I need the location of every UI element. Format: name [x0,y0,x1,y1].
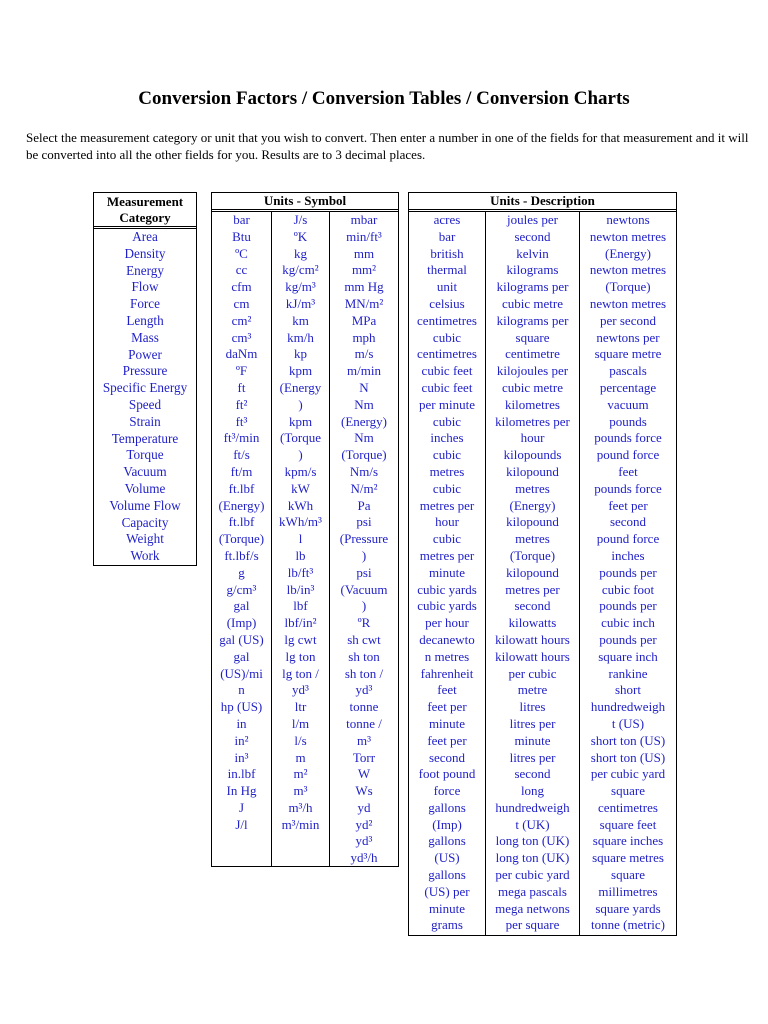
unit-description-link[interactable]: long [520,783,545,799]
unit-symbol-link[interactable]: tonne [349,699,379,715]
unit-symbol-link[interactable]: yd³ [292,682,309,698]
unit-description-link[interactable]: british [430,245,464,261]
unit-symbol-link[interactable]: in³ [234,749,249,765]
category-link[interactable]: Vacuum [123,464,167,480]
unit-symbol-link[interactable]: ft³/min [223,430,260,446]
unit-symbol-link[interactable]: tonne / [346,715,382,731]
unit-description-link[interactable]: litres per [509,715,556,731]
category-link[interactable]: Specific Energy [102,380,188,396]
unit-symbol-link[interactable]: In Hg [226,783,257,799]
unit-symbol-link[interactable]: gal [233,598,250,614]
unit-description-link[interactable]: square inches [592,833,664,849]
unit-symbol-link[interactable]: W [357,766,371,782]
unit-symbol-link[interactable]: min/ft³ [346,228,382,244]
unit-symbol-link[interactable]: (Energy) [218,497,265,513]
unit-symbol-link[interactable]: Btu [232,228,251,244]
unit-symbol-link[interactable]: g [238,564,245,580]
unit-symbol-link[interactable]: m³/min [281,816,320,832]
unit-description-link[interactable]: square [515,329,550,345]
unit-symbol-link[interactable]: in [236,715,247,731]
unit-symbol-link[interactable]: (Vacuum [340,581,388,597]
unit-symbol-link[interactable]: m³/h [288,799,313,815]
unit-symbol-link[interactable]: ft [237,379,246,395]
unit-symbol-link[interactable]: l/s [294,732,307,748]
unit-symbol-link[interactable]: ft.lbf [228,514,255,530]
category-link[interactable]: Area [132,229,158,244]
unit-description-link[interactable]: foot pound [418,766,476,782]
category-link[interactable]: Density [124,245,166,261]
unit-symbol-link[interactable]: ft/s [233,447,250,463]
description-column-3 [580,212,676,935]
unit-description-link[interactable]: feet [618,463,638,479]
category-link[interactable]: Power [128,346,162,362]
unit-symbol-link[interactable]: cm² [231,312,252,328]
unit-description-link[interactable]: pounds force [594,480,662,496]
unit-description-link[interactable]: cubic metre [502,379,563,395]
unit-symbol-link[interactable]: ft³ [235,413,248,429]
category-link[interactable]: Strain [129,413,161,429]
unit-symbol-link[interactable]: Ws [355,783,373,799]
unit-symbol-link[interactable]: kpm/s [284,463,317,479]
unit-description-link[interactable]: litres [519,699,546,715]
unit-symbol-link[interactable]: Nm [354,396,374,412]
unit-description-link[interactable]: metres [515,480,550,496]
unit-description-link[interactable]: gallons [428,833,466,849]
unit-symbol-link[interactable]: m/min [347,363,381,379]
unit-description-link[interactable]: centimetres [598,799,658,815]
unit-symbol-link[interactable]: n [238,682,245,698]
category-link[interactable]: Flow [131,279,159,295]
unit-description-link[interactable]: feet [437,682,457,698]
unit-description-link[interactable]: cubic inch [601,615,655,631]
unit-description-link[interactable]: millimetres [598,883,658,899]
unit-symbol-link[interactable]: (Energy) [341,413,387,429]
unit-description-link[interactable]: per square [505,917,560,933]
description-column-1 [409,212,486,935]
unit-symbol-link[interactable]: yd³/h [350,850,378,866]
unit-symbol-link[interactable]: (Torque) [218,531,265,547]
unit-symbol-link[interactable]: Pa [357,497,371,513]
unit-description-link[interactable]: long ton (UK) [495,850,570,866]
unit-description-link[interactable]: per cubic yard [495,867,570,883]
unit-symbol-link[interactable]: kg/cm² [282,262,319,278]
unit-description-link[interactable]: metres [429,463,465,479]
unit-symbol-link[interactable]: km/h [287,329,314,345]
unit-symbol-link[interactable]: yd³ [355,682,373,698]
unit-description-link[interactable]: kilowatt hours [495,631,570,647]
unit-description-link[interactable]: newtons [606,212,650,227]
unit-description-link[interactable]: square inch [598,648,658,664]
unit-symbol-link[interactable]: hp (US) [220,699,263,715]
unit-description-link[interactable]: newton metres [589,262,667,278]
unit-symbol-link[interactable]: (Pressure [339,531,389,547]
category-link[interactable]: Speed [128,396,162,412]
unit-symbol-link[interactable]: km [292,312,309,328]
unit-symbol-link[interactable]: ) [361,547,367,563]
unit-symbol-link[interactable]: g/cm³ [226,581,257,597]
unit-symbol-link[interactable]: lb [295,547,306,563]
description-column-2 [486,212,580,935]
unit-description-link[interactable]: (Torque) [605,279,651,295]
unit-description-link[interactable]: gallons [428,867,466,883]
unit-description-link[interactable]: short ton (US) [590,732,666,748]
unit-description-link[interactable]: kilometres per [495,413,570,429]
unit-description-link[interactable]: feet per [427,732,467,748]
unit-description-link[interactable]: t (UK) [515,816,550,832]
unit-description-link[interactable]: hour [520,430,545,446]
category-link[interactable]: Capacity [121,514,169,530]
unit-description-link[interactable]: (Energy) [509,497,556,513]
unit-description-link[interactable]: pounds [609,413,647,429]
unit-symbol-link[interactable]: yd² [355,816,373,832]
unit-description-link[interactable]: litres per [509,749,556,765]
unit-symbol-link[interactable]: cc [235,262,248,278]
unit-description-link[interactable]: (US) [434,850,460,866]
measurement-category-panel [93,192,197,566]
unit-symbol-link[interactable]: kg [294,245,307,261]
page-title: Conversion Factors / Conversion Tables / Conversion Charts [138,88,630,109]
unit-description-link[interactable]: second [514,598,551,614]
unit-symbol-link[interactable]: J/l [235,816,248,832]
unit-symbol-link[interactable]: sh cwt [347,631,381,647]
symbol-column-2 [272,212,330,866]
unit-description-link[interactable]: kilopound [506,514,559,530]
unit-description-link[interactable]: hour [435,514,459,530]
unit-symbol-link[interactable]: lb/in³ [286,581,315,597]
unit-description-link[interactable]: square metres [592,850,664,866]
unit-symbol-link[interactable]: (Torque) [341,447,387,463]
unit-symbol-link[interactable]: N [359,379,369,395]
unit-description-link[interactable]: square metre [594,346,662,362]
measurement-category-header: Measurement Category [94,193,196,229]
unit-symbol-link[interactable]: mm [353,245,375,261]
unit-description-link[interactable]: cubic yards [417,581,477,597]
unit-description-link[interactable]: kilometres [505,396,560,412]
unit-description-link[interactable]: rankine [608,665,648,681]
unit-description-link[interactable]: second [609,514,647,530]
unit-description-link[interactable]: (US) per [424,883,470,899]
unit-description-link[interactable]: inches [430,430,464,446]
unit-description-link[interactable]: thermal [427,262,467,278]
unit-symbol-link[interactable]: J [238,799,245,815]
unit-description-link[interactable]: hundredweigh [495,799,570,815]
unit-description-link[interactable]: second [514,766,551,782]
unit-description-link[interactable]: cubic [432,413,462,429]
unit-description-link[interactable]: (Torque) [509,547,556,563]
unit-symbol-link[interactable]: yd³ [355,833,373,849]
unit-symbol-link[interactable]: kg/m³ [285,279,316,295]
unit-symbol-link[interactable]: MPa [351,312,377,328]
unit-description-link[interactable]: gallons [428,799,466,815]
unit-symbol-link[interactable]: cfm [231,279,252,295]
unit-description-link[interactable]: pounds per [599,631,657,647]
unit-symbol-link[interactable]: ºK [293,228,308,244]
unit-symbol-link[interactable]: kp [294,346,307,362]
unit-description-link[interactable]: cubic feet [421,363,473,379]
unit-description-link[interactable]: centimetres [417,346,477,362]
unit-symbol-link[interactable]: sh ton [348,648,380,664]
unit-description-link[interactable]: inches [611,547,645,563]
unit-symbol-link[interactable]: lb/ft³ [287,564,314,580]
unit-symbol-link[interactable]: kJ/m³ [285,295,316,311]
unit-description-link[interactable]: metres per [419,547,475,563]
unit-description-link[interactable]: newtons per [596,329,660,345]
unit-symbol-link[interactable]: m [295,749,306,765]
category-link[interactable]: Temperature [111,430,179,446]
unit-description-link[interactable]: kilopound [506,463,559,479]
unit-symbol-link[interactable]: psi [356,564,372,580]
unit-symbol-link[interactable]: in² [234,732,249,748]
unit-description-link[interactable]: square yards [595,900,661,916]
unit-symbol-link[interactable]: m³ [356,732,371,748]
unit-description-link[interactable]: cubic yards [417,598,477,614]
unit-symbol-link[interactable]: kWh/m³ [279,514,322,530]
unit-symbol-link[interactable]: lbf [293,598,308,614]
measurement-category-list [94,229,196,565]
unit-description-link[interactable]: feet per [427,699,467,715]
unit-symbol-link[interactable]: lg ton [285,648,316,664]
unit-description-link[interactable]: kilojoules per [496,363,569,379]
unit-description-link[interactable]: long ton (UK) [495,833,570,849]
unit-description-link[interactable]: cubic foot [601,581,655,597]
unit-symbol-link[interactable]: m³ [293,783,308,799]
unit-description-link[interactable]: kilowatts [508,615,557,631]
intro-text: Select the measurement category or unit that you wish to convert. Then enter a number in one of the fields for that measurement and it will be converted into all the other fields for you. Results are to 3 decimal places. [26,130,749,162]
unit-description-link[interactable]: kilograms [506,262,559,278]
category-link[interactable]: Mass [131,329,159,345]
unit-symbol-link[interactable]: kW [291,480,310,496]
unit-symbol-link[interactable]: kpm [288,363,313,379]
unit-description-link[interactable]: kilograms per [496,312,569,328]
unit-description-link[interactable]: feet per [608,497,648,513]
unit-description-link[interactable]: cubic metre [502,295,563,311]
category-link[interactable]: Torque [126,447,164,463]
symbol-column-3 [330,212,398,866]
unit-description-link[interactable]: decanewto [419,631,475,647]
unit-symbol-link[interactable]: ) [298,396,303,412]
unit-symbol-link[interactable]: ºC [235,245,248,261]
unit-description-link[interactable]: pounds per [599,598,657,614]
unit-symbol-link[interactable]: lg ton / [282,665,319,681]
unit-symbol-link[interactable]: psi [356,514,372,530]
unit-symbol-link[interactable]: ) [298,447,303,463]
unit-symbol-link[interactable]: ) [361,598,367,614]
unit-symbol-link[interactable]: ft² [235,396,248,412]
unit-symbol-link[interactable]: m/s [354,346,374,362]
unit-symbol-link[interactable]: mph [352,329,376,345]
unit-description-link[interactable]: metre [517,682,548,698]
unit-description-link[interactable]: short ton (US) [590,749,666,765]
unit-symbol-link[interactable]: J/s [293,212,308,227]
unit-symbol-link[interactable]: mm Hg [344,279,384,295]
category-link[interactable]: Energy [126,262,164,278]
unit-description-link[interactable]: force [433,783,461,799]
unit-description-link[interactable]: per hour [425,615,469,631]
category-link[interactable]: Volume [124,480,166,496]
unit-symbol-link[interactable]: Nm/s [349,463,379,479]
unit-description-link[interactable]: (Energy) [605,245,651,261]
units-description-panel [408,192,677,936]
unit-description-link[interactable]: metres [515,531,550,547]
unit-description-link[interactable]: cubic [432,480,462,496]
unit-symbol-link[interactable]: ºR [357,615,371,631]
unit-description-link[interactable]: t (US) [611,715,645,731]
category-link[interactable]: Volume Flow [109,497,181,513]
category-link[interactable]: Work [130,548,160,564]
unit-symbol-link[interactable]: mm² [351,262,377,278]
unit-symbol-link[interactable]: ºF [235,363,248,379]
symbol-column-1 [212,212,272,866]
unit-symbol-link[interactable]: ft/m [230,463,253,479]
unit-symbol-link[interactable]: bar [233,212,250,227]
unit-description-link[interactable]: centimetre [505,346,560,362]
unit-description-link[interactable]: square feet [599,816,657,832]
unit-description-link[interactable]: pound force [596,531,660,547]
unit-symbol-link[interactable]: ltr [294,699,307,715]
unit-description-link[interactable]: vacuum [607,396,649,412]
unit-symbol-link[interactable]: yd [357,799,371,815]
unit-description-link[interactable]: per minute [419,396,475,412]
category-link[interactable]: Length [126,312,164,328]
unit-description-link[interactable]: unit [436,279,458,295]
unit-symbol-link[interactable]: l [298,531,303,547]
unit-symbol-link[interactable]: lbf/in² [284,615,317,631]
unit-description-link[interactable]: cubic feet [421,379,473,395]
unit-symbol-link[interactable]: (Imp) [226,615,257,631]
unit-symbol-link[interactable]: Nm [354,430,374,446]
unit-symbol-link[interactable]: mbar [350,212,378,227]
unit-description-link[interactable]: mega pascals [498,883,567,899]
unit-description-link[interactable]: acres [433,212,461,227]
unit-description-link[interactable]: per cubic [508,665,557,681]
unit-description-link[interactable]: minute [428,715,466,731]
unit-description-link[interactable]: minute [428,900,466,916]
unit-symbol-link[interactable]: Torr [352,749,376,765]
unit-description-link[interactable]: kilopounds [503,447,562,463]
unit-symbol-link[interactable]: (Torque [280,430,321,446]
unit-description-link[interactable]: square [611,783,645,799]
unit-symbol-link[interactable]: (US)/mi [220,665,263,681]
unit-description-link[interactable]: per cubic yard [590,766,666,782]
unit-description-link[interactable]: mega netwons [495,900,570,916]
unit-description-link[interactable]: pound force [596,447,660,463]
unit-description-link[interactable]: tonne (metric) [591,917,665,933]
unit-description-link[interactable]: percentage [599,379,657,395]
unit-description-link[interactable]: cubic [432,329,462,345]
unit-description-link[interactable]: pounds per [599,564,657,580]
unit-symbol-link[interactable]: N/m² [350,480,378,496]
unit-symbol-link[interactable]: gal (US) [219,631,264,647]
unit-description-link[interactable]: bar [438,228,456,244]
unit-symbol-link[interactable]: MN/m² [344,295,384,311]
units-symbol-header: Units - Symbol [212,193,398,212]
unit-description-link[interactable]: kilograms per [496,279,569,295]
units-description-header: Units - Description [409,193,676,212]
unit-description-link[interactable]: minute [514,732,551,748]
unit-description-link[interactable]: hundredweigh [590,699,666,715]
unit-symbol-link[interactable]: lg cwt [284,631,317,647]
unit-description-link[interactable]: kelvin [516,245,549,261]
unit-description-link[interactable]: kilopound [506,564,559,580]
unit-symbol-link[interactable]: cm [233,295,250,311]
unit-description-link[interactable]: joules per [507,212,558,227]
unit-description-link[interactable]: pounds force [594,430,662,446]
unit-description-link[interactable]: short [615,682,641,698]
unit-description-link[interactable]: newton metres [589,295,667,311]
unit-description-link[interactable]: second [428,749,466,765]
unit-symbol-link[interactable]: sh ton / [344,665,384,681]
unit-description-link[interactable]: newton metres [589,228,667,244]
unit-symbol-link[interactable]: l/m [291,715,310,731]
unit-symbol-link[interactable]: daNm [225,346,258,362]
units-symbol-panel [211,192,399,867]
unit-symbol-link[interactable]: ft.lbf/s [224,547,259,563]
unit-description-link[interactable]: second [514,228,551,244]
unit-description-link[interactable]: grams [431,917,463,933]
unit-description-link[interactable]: kilowatt hours [495,648,570,664]
unit-description-link[interactable]: metres per [419,497,475,513]
unit-description-link[interactable]: n metres [424,648,470,664]
category-link[interactable]: Weight [126,531,164,547]
category-link[interactable]: Force [129,296,161,312]
unit-description-link[interactable]: fahrenheit [420,665,474,681]
unit-description-link[interactable]: cubic [432,447,462,463]
unit-description-link[interactable]: celsius [429,295,465,311]
unit-description-link[interactable]: pascals [609,363,647,379]
unit-description-link[interactable]: per second [600,312,656,328]
unit-symbol-link[interactable]: kpm [288,413,313,429]
unit-description-link[interactable]: centimetres [417,312,477,328]
unit-description-link[interactable]: metres per [505,581,560,597]
unit-symbol-link[interactable]: cm³ [231,329,252,345]
unit-symbol-link[interactable]: ft.lbf [228,480,255,496]
unit-description-link[interactable]: cubic [432,531,462,547]
unit-symbol-link[interactable]: in.lbf [227,766,256,782]
unit-symbol-link[interactable]: kWh [287,497,314,513]
unit-description-link[interactable]: minute [428,564,466,580]
unit-description-link[interactable]: (Imp) [432,816,462,832]
unit-symbol-link[interactable]: gal [233,648,250,664]
category-link[interactable]: Pressure [122,363,168,379]
unit-symbol-link[interactable]: (Energy [279,379,322,395]
unit-description-link[interactable]: square [611,867,645,883]
unit-symbol-link[interactable]: m² [293,766,308,782]
